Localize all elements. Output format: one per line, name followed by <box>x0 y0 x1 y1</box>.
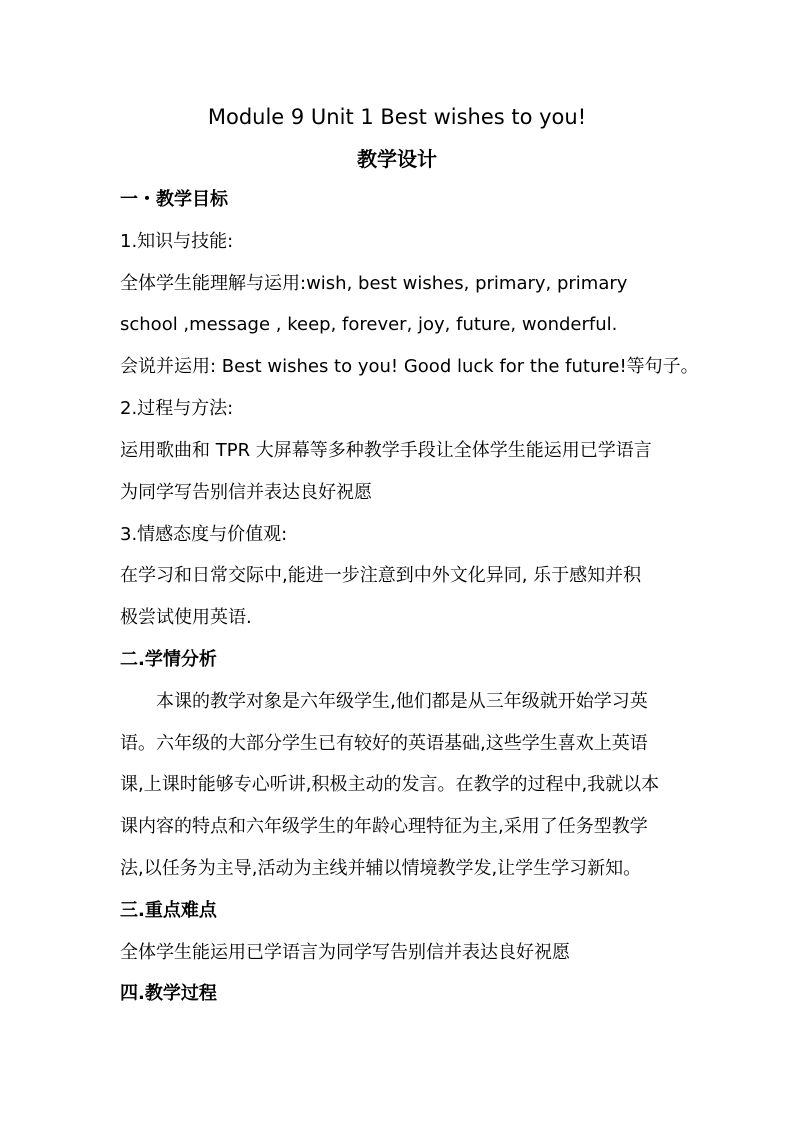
section-heading-objectives: 一・教学目标 <box>120 189 228 210</box>
paragraph-line: 全体学生能运用已学语言为同学写告别信并表达良好祝愿 <box>120 942 570 963</box>
paragraph-line: 课,上课时能够专心听讲,积极主动的发言。在教学的过程中,我就以本 <box>120 774 660 795</box>
section-heading-learner-analysis: 二.学情分析 <box>120 649 217 670</box>
paragraph-line: 在学习和日常交际中,能进一步注意到中外文化异同, 乐于感知并积 <box>120 565 642 586</box>
paragraph-line: 本课的教学对象是六年级学生,他们都是从三年级就开始学习英 <box>156 691 648 712</box>
paragraph-line: 语。六年级的大部分学生已有较好的英语基础,这些学生喜欢上英语 <box>120 733 648 754</box>
paragraph-line: 课内容的特点和六年级学生的年龄心理特征为主,采用了任务型教学 <box>120 816 648 837</box>
document-subtitle: 教学设计 <box>357 147 437 171</box>
paragraph-line: 运用歌曲和 TPR 大屏幕等多种教学手段让全体学生能运用已学语言 <box>120 440 652 461</box>
subheading-process-methods: 2.过程与方法: <box>120 398 234 419</box>
section-heading-key-points: 三.重点难点 <box>120 900 217 921</box>
subheading-knowledge-skills: 1.知识与技能: <box>120 231 234 252</box>
paragraph-line: 全体学生能理解与运用:wish, best wishes, primary, primary <box>120 273 628 294</box>
paragraph-line: 极尝试使用英语. <box>120 607 252 628</box>
document-title: Module 9 Unit 1 Best wishes to you! <box>207 105 587 129</box>
paragraph-line: 法,以任务为主导,活动为主线并辅以情境教学发,让学生学习新知。 <box>120 858 642 879</box>
section-heading-teaching-process: 四.教学过程 <box>120 983 217 1004</box>
subheading-attitudes-values: 3.情感态度与价值观: <box>120 524 288 545</box>
paragraph-line: school ,message , keep, forever, joy, future, wonderful. <box>120 314 618 335</box>
paragraph-line: 会说并运用: Best wishes to you! Good luck for the future!等句子。 <box>120 356 699 377</box>
paragraph-line: 为同学写告别信并表达良好祝愿 <box>120 482 372 503</box>
